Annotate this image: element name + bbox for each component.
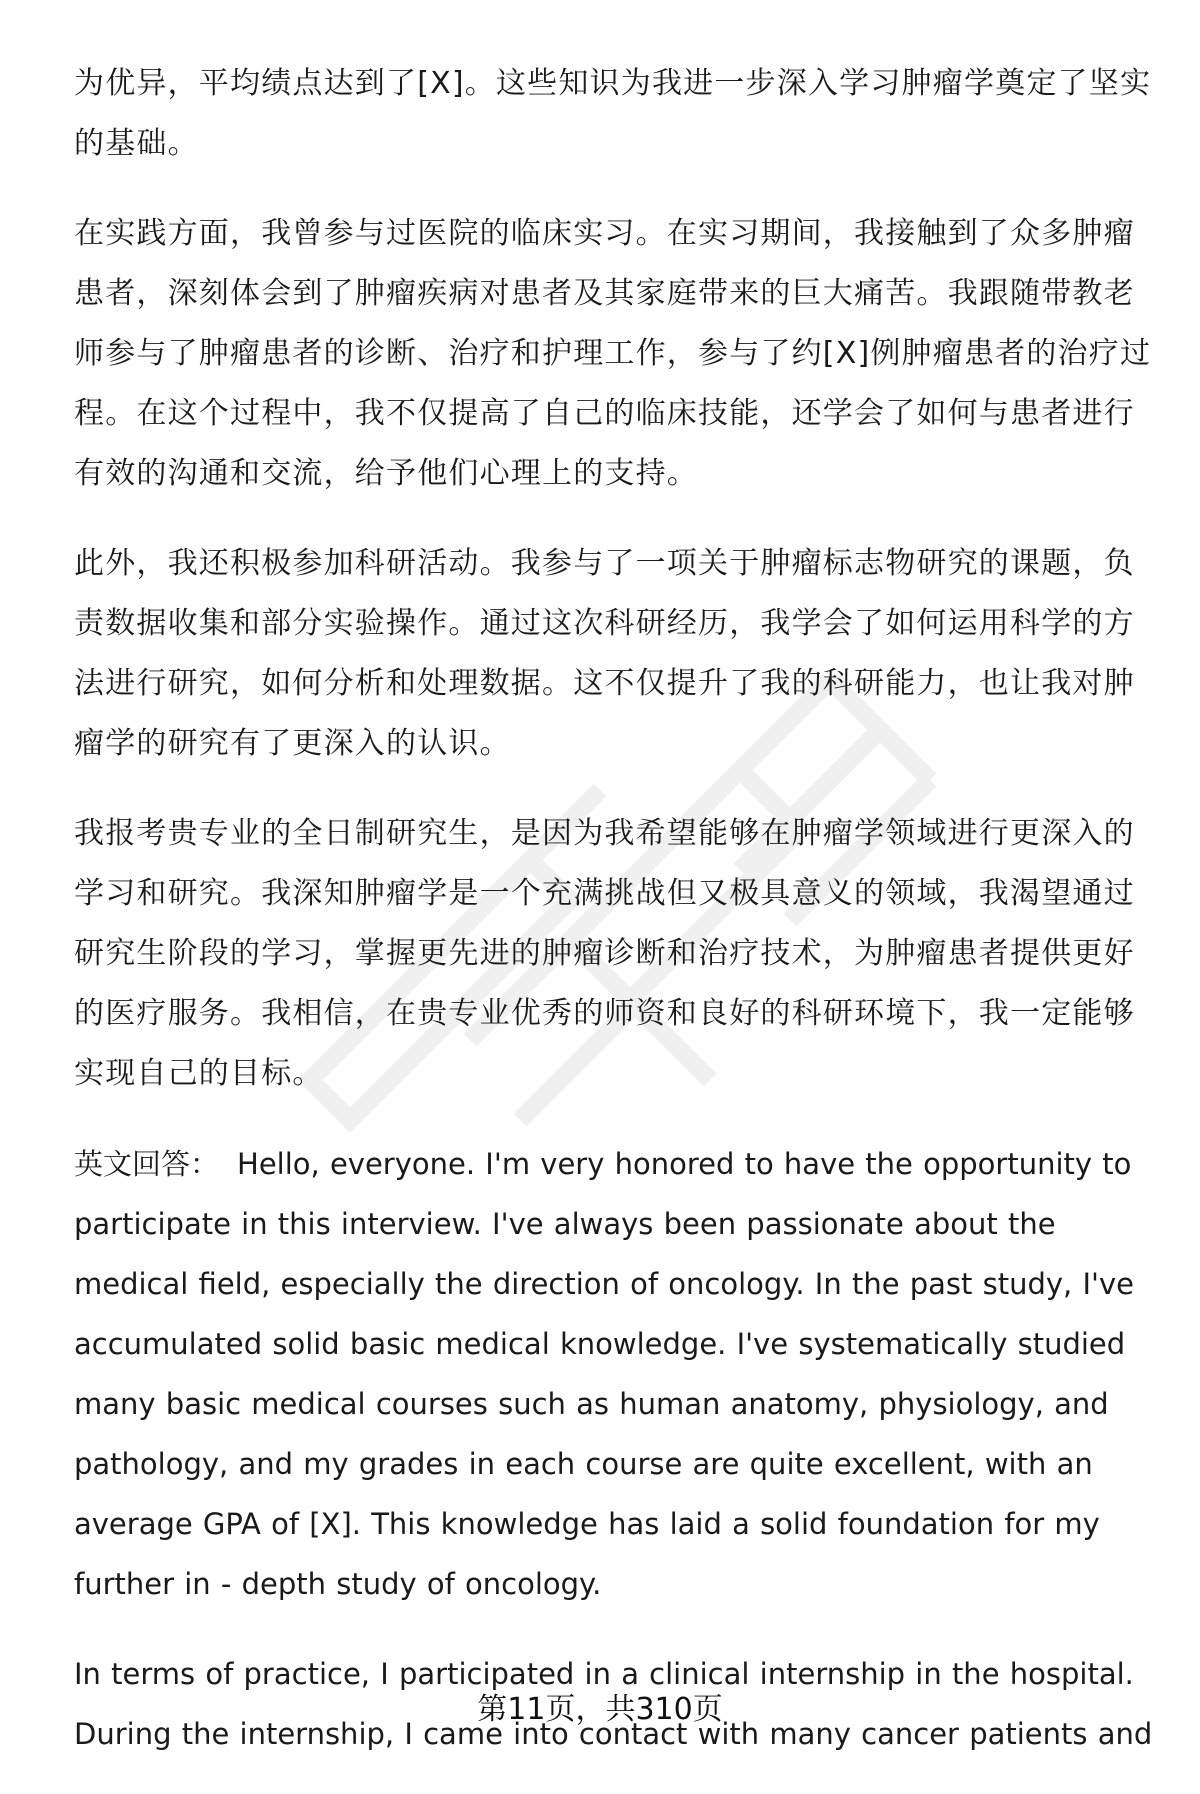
paragraph-cn-4: 我报考贵专业的全日制研究生，是因为我希望能够在肿瘤学领域进行更深入的学习和研究。我深知肿瘤学是一个充满挑战但又极具意义的领域，我渴望通过研究生阶段的学习，掌握更先进的肿瘤诊断和治疗技术，为肿瘤患者提供更好的医疗服务。我相信，在贵专业优秀的师资和良好的科研环境下，我一定能够实现自己的目标。 bbox=[74, 816, 1135, 1091]
paragraph-cn-3: 此外，我还积极参加科研活动。我参与了一项关于肿瘤标志物研究的课题，负责数据收集和部分实验操作。通过这次科研经历，我学会了如何运用科学的方法进行研究，如何分析和处理数据。这不仅提升了我的科研能力，也让我对肿瘤学的研究有了更深入的认识。 bbox=[74, 546, 1135, 761]
paragraph-cn-1: 为优异，平均绩点达到了[X]。这些知识为我进一步深入学习肿瘤学奠定了坚实的基础。 bbox=[74, 66, 1152, 161]
english-answer-text: Hello, everyone. I'm very honored to have the opportunity to participate in this interview. I've always been passionate about the medical field, especially the direction of oncology. In the past study, I've accumulated solid basic medical knowledge. I've systematically studied many basic medical courses such as human anatomy, physiology, and pathology, and my grades in each course are quite excellent, with an average GPA of [X]. This knowledge has laid a solid foundation for my further in - depth study of oncology. bbox=[74, 1147, 1135, 1601]
document-body bbox=[74, 54, 1159, 1794]
page-number-footer: 第11页，共310页 bbox=[477, 1692, 723, 1727]
paragraph-en-2: In terms of practice, I participated in a clinical internship in the hospital. During the internship, I came into contact with many cancer patients and bbox=[74, 1657, 1153, 1751]
paragraph-cn-2: 在实践方面，我曾参与过医院的临床实习。在实习期间，我接触到了众多肿瘤患者，深刻体会到了肿瘤疾病对患者及其家庭带来的巨大痛苦。我跟随带教老师参与了肿瘤患者的诊断、治疗和护理工作，参与了约[X]例肿瘤患者的治疗过程。在这个过程中，我不仅提高了自己的临床技能，还学会了如何与患者进行有效的沟通和交流，给予他们心理上的支持。 bbox=[74, 216, 1152, 491]
paragraph-en-1 bbox=[74, 1134, 1159, 1614]
english-answer-label: 英文回答： bbox=[74, 1147, 220, 1181]
